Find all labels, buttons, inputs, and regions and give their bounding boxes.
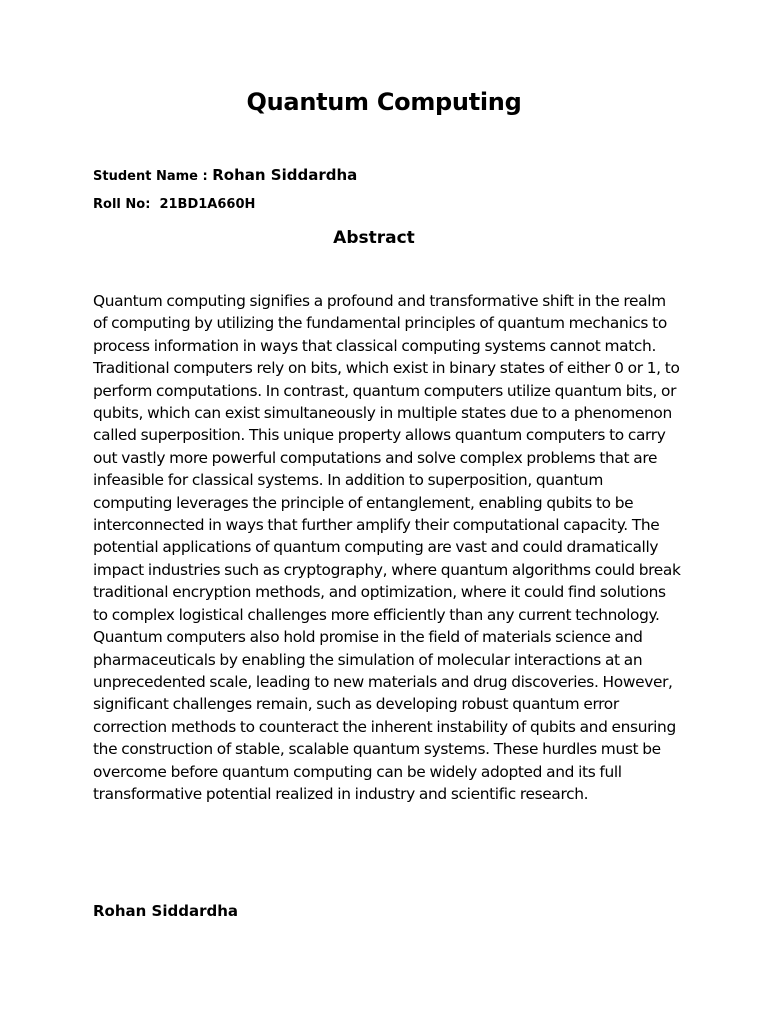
student-name-value: Rohan Siddardha [212,166,358,184]
student-name-label: Student Name : [93,169,213,184]
abstract-heading: Abstract [333,228,415,248]
roll-number-line [93,197,255,212]
signature: Rohan Siddardha [93,902,239,920]
roll-number-label: Roll No: [93,197,160,212]
roll-number-value: 21BD1A660H [159,197,256,212]
document-title: Quantum Computing [246,88,522,116]
abstract-body: Quantum computing signifies a profound and transformative shift in the realm of computing by utilizing the fundamental principles of quantum mechanics to process information in ways that classical computing systems cannot match. Traditional computers rely on bits, which exist in binary states of either 0 or 1, to perform computations. In contrast, quantum computers utilize quantum bits, or qubits, which can exist simultaneously in multiple states due to a phenomenon called superposition. This unique property allows quantum computers to carry out vastly more powerful computations and solve complex problems that are infeasible for classical systems. In addition to superposition, quantum computing leverages the principle of entanglement, enabling qubits to be interconnected in ways that further amplify their computational capacity. The potential applications of quantum computing are vast and could dramatically impact industries such as cryptography, where quantum algorithms could break traditional encryption methods, and optimization, where it could find solutions to complex logistical challenges more efficiently than any current technology. Quantum computers also hold promise in the field of materials science and pharmaceuticals by enabling the simulation of molecular interactions at an unprecedented scale, leading to new materials and drug discoveries. However, significant challenges remain, such as developing robust quantum error correction methods to counteract the inherent instability of qubits and ensuring the construction of stable, scalable quantum systems. These hurdles must be overcome before quantum computing can be widely adopted and its full transformative potential realized in industry and scientific research. [93,292,681,803]
student-name-line [93,166,357,184]
